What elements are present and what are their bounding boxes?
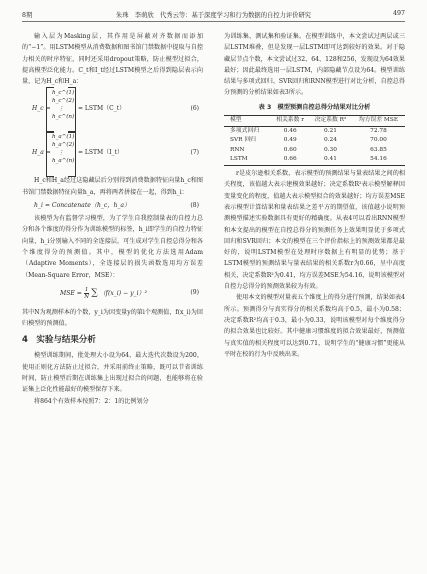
paragraph: 将864个有效样本按照7：2：1的比例划分 [34, 397, 149, 405]
table-cell: 0.66 [283, 156, 297, 163]
denominator: N [84, 293, 89, 300]
table-cell: 0.21 [324, 127, 337, 134]
paragraph: 其中N为观测样本的个数，y_i为因变量y的第i个观测值，f(x_i)为回归模型的预测值。 [22, 308, 203, 328]
equation-number: (9) [190, 288, 199, 296]
table-cell: 70.00 [370, 137, 387, 144]
vec-entry: h_c^(1) [52, 90, 75, 97]
table-row [224, 126, 405, 136]
section-heading: 4 实验与结果分析 [22, 335, 96, 346]
equation-8 [22, 198, 203, 213]
eq-lhs: H_c = [32, 105, 51, 113]
vec-entry: h_c^(2) [52, 98, 75, 105]
table-cell: 63.85 [370, 146, 387, 153]
eq-body [60, 287, 147, 300]
table-cell: LSTM [230, 156, 248, 163]
table-cell: 0.46 [283, 127, 297, 134]
left-column [22, 31, 203, 407]
table-header: 相关系数 r [276, 117, 305, 124]
equation-9 [22, 281, 203, 307]
running-title: 朱珠 李萌欣 代秀云等：基于深度学习和行为数据的自控力评价研究 [115, 12, 312, 19]
table-cell: 0.41 [324, 156, 337, 163]
table-cell: 72.78 [370, 127, 387, 134]
paragraph: 输入层为Masking层，其作用是屏蔽对齐数据而添加的“−1”。用LSTM模型从消费数据和图书馆门禁数据中提取与自控力相关的时序特征，同时还采用dropout策略，防止模型过拟合，提高模型泛化能力。C_t和I_t经过LSTM模型之后得到隐层表示向量，记为H_c和H_a： [22, 33, 203, 86]
equation-6 [22, 87, 203, 131]
table-cell: RNN [230, 146, 245, 153]
page-number: 497 [392, 10, 405, 17]
paragraph: r是皮尔逊相关系数，表示模型的预测结果与量表结果之间的相关程度，该值越大表示建模效果越好；决定系数R²表示模型解释因变量变化的程度，值越大表示模型拟合的效果越好；均方误差MSE表示模型计算结果和量表结果之差平方的期望值，该值越小说明预测模型描述实验数据具有更好的精确度。从表4可以看出RNN模型和本文提出的模型在自控总得分的预测任务上效果明显优于多项式回归和SVR回归；本文的模型在三个评价指标上的预测效果都是最好的，说明LSTM模型在处理时序数据上有明显的优势；基于LSTM模型的预测结果与量表结果的相关系数r为0.66，呈中高度相关，决定系数R²为0.41，均方误差MSE为54.16，说明该模型对自控力总得分的预测效果较为有效。 [224, 170, 405, 291]
equation-number: (7) [190, 149, 199, 157]
table-cell: 多项式回归 [230, 127, 259, 134]
table-header: 决定系数 R² [314, 117, 347, 124]
paragraph: 使用本文的模型对量表五个维度上的得分进行预测，结果如表4所示。预测得分与真实得分的相关系数均高于0.5，最小为0.58；决定系数R²均高于0.3，最小为0.33，说明该模型对每个维度得分的拟合效果也比较好。其中健康习惯维度的拟合效果最好，预测值与真实值的相关程度可以达到0.71，说明学生的“健康习惯”更能从平时在校的行为中反映出来。 [224, 294, 405, 358]
results-table [224, 115, 405, 166]
eq-rhs: = LSTM（C_t） [78, 105, 126, 113]
paragraph: 模型训练期间，批处理大小设为64，最大迭代次数设为200，使用正则化方法防止过拟合，并采用前终止策略，既可以节省训练时间，防止模型后期在训练集上出现过拟合的问题，也能够将在验证集上泛化性能最好的模型保存下来。 [22, 352, 203, 394]
table-cell: 0.30 [324, 146, 337, 153]
table-row [224, 136, 405, 146]
table-cell: 0.24 [324, 137, 337, 144]
equation-7 [22, 131, 203, 175]
table-row [224, 146, 405, 156]
table-cell: SVR 回归 [230, 137, 256, 144]
table-header-row [224, 116, 405, 127]
right-column [224, 31, 405, 360]
header-rule [22, 21, 405, 22]
vec-entry: h_a^(2) [52, 142, 75, 149]
equation-number: (6) [190, 105, 199, 113]
vec-entry: h_a^(n) [52, 158, 75, 165]
eq-body: h_i = Concatenate（h_c，h_a） [34, 202, 131, 210]
vec-entry: h_c^(n) [52, 114, 75, 121]
eq-lhs: MSE = [60, 289, 82, 297]
eq-rhs: = LSTM（I_t） [78, 149, 123, 157]
numerator: 1 [84, 286, 89, 293]
vec-entry: ⋮ [58, 106, 64, 113]
table-header: 模型 [230, 117, 242, 124]
issue-number: 8期 [22, 12, 33, 19]
table-cell: 0.49 [283, 137, 297, 144]
paragraph: 为训练集、测试集和验证集。在模型训练中，本文尝试过两层或三层LSTM堆叠，但是发现一层LSTM即可达到较好的效果。对于隐藏层节点个数，本文尝试过32、64、128和256，发现设为64效果最好；因此最终选用一层LSTM，内部隐藏节点设为64。模型训练结果与多项式回归、SVR回归和RNN模型进行对比分析，自控总得分预测的分析结果如表3所示。 [224, 33, 405, 97]
sum-symbol: ∑ [91, 287, 98, 298]
vec-entry: ⋮ [58, 150, 64, 157]
table-caption: 表 3 模型预测自控总得分结果对比分析 [258, 103, 371, 111]
fraction [84, 287, 89, 300]
vec-entry: h_a^(1) [52, 134, 75, 141]
running-header [22, 0, 405, 23]
equation-number: (8) [190, 202, 199, 210]
table-row [224, 155, 405, 165]
eq-rhs: （f(x_i) − y_i）² [99, 289, 148, 297]
paragraph: 该模型为有监督学习模型，为了学生自我控制量表的自控力总分和各个维度的得分作为训练模型的标签，h_i即学生的自控力特征向量，h_i分别输入不同的全连接层，可生成对学生自控总得分和各个维度得分的预测值。其中，模型的优化方法选用Adam（Adaptive Moments），全连接层的损失函数选用均方误差（Mean-Square Error，MSE）： [22, 215, 203, 279]
table-cell: 0.60 [283, 146, 297, 153]
bracket-right [68, 87, 76, 133]
table-header: 均方误差 MSE [358, 117, 399, 124]
bracket-right [68, 131, 76, 177]
table-cell: 54.16 [370, 156, 387, 163]
paragraph: H_c和H_a经过这隐藏层后分别得到消费数据特征向量h_c和图书馆门禁数据特征向量h_a，再将两者拼接在一起，得到h_i： [22, 177, 203, 196]
eq-lhs: H_a = [32, 149, 51, 157]
